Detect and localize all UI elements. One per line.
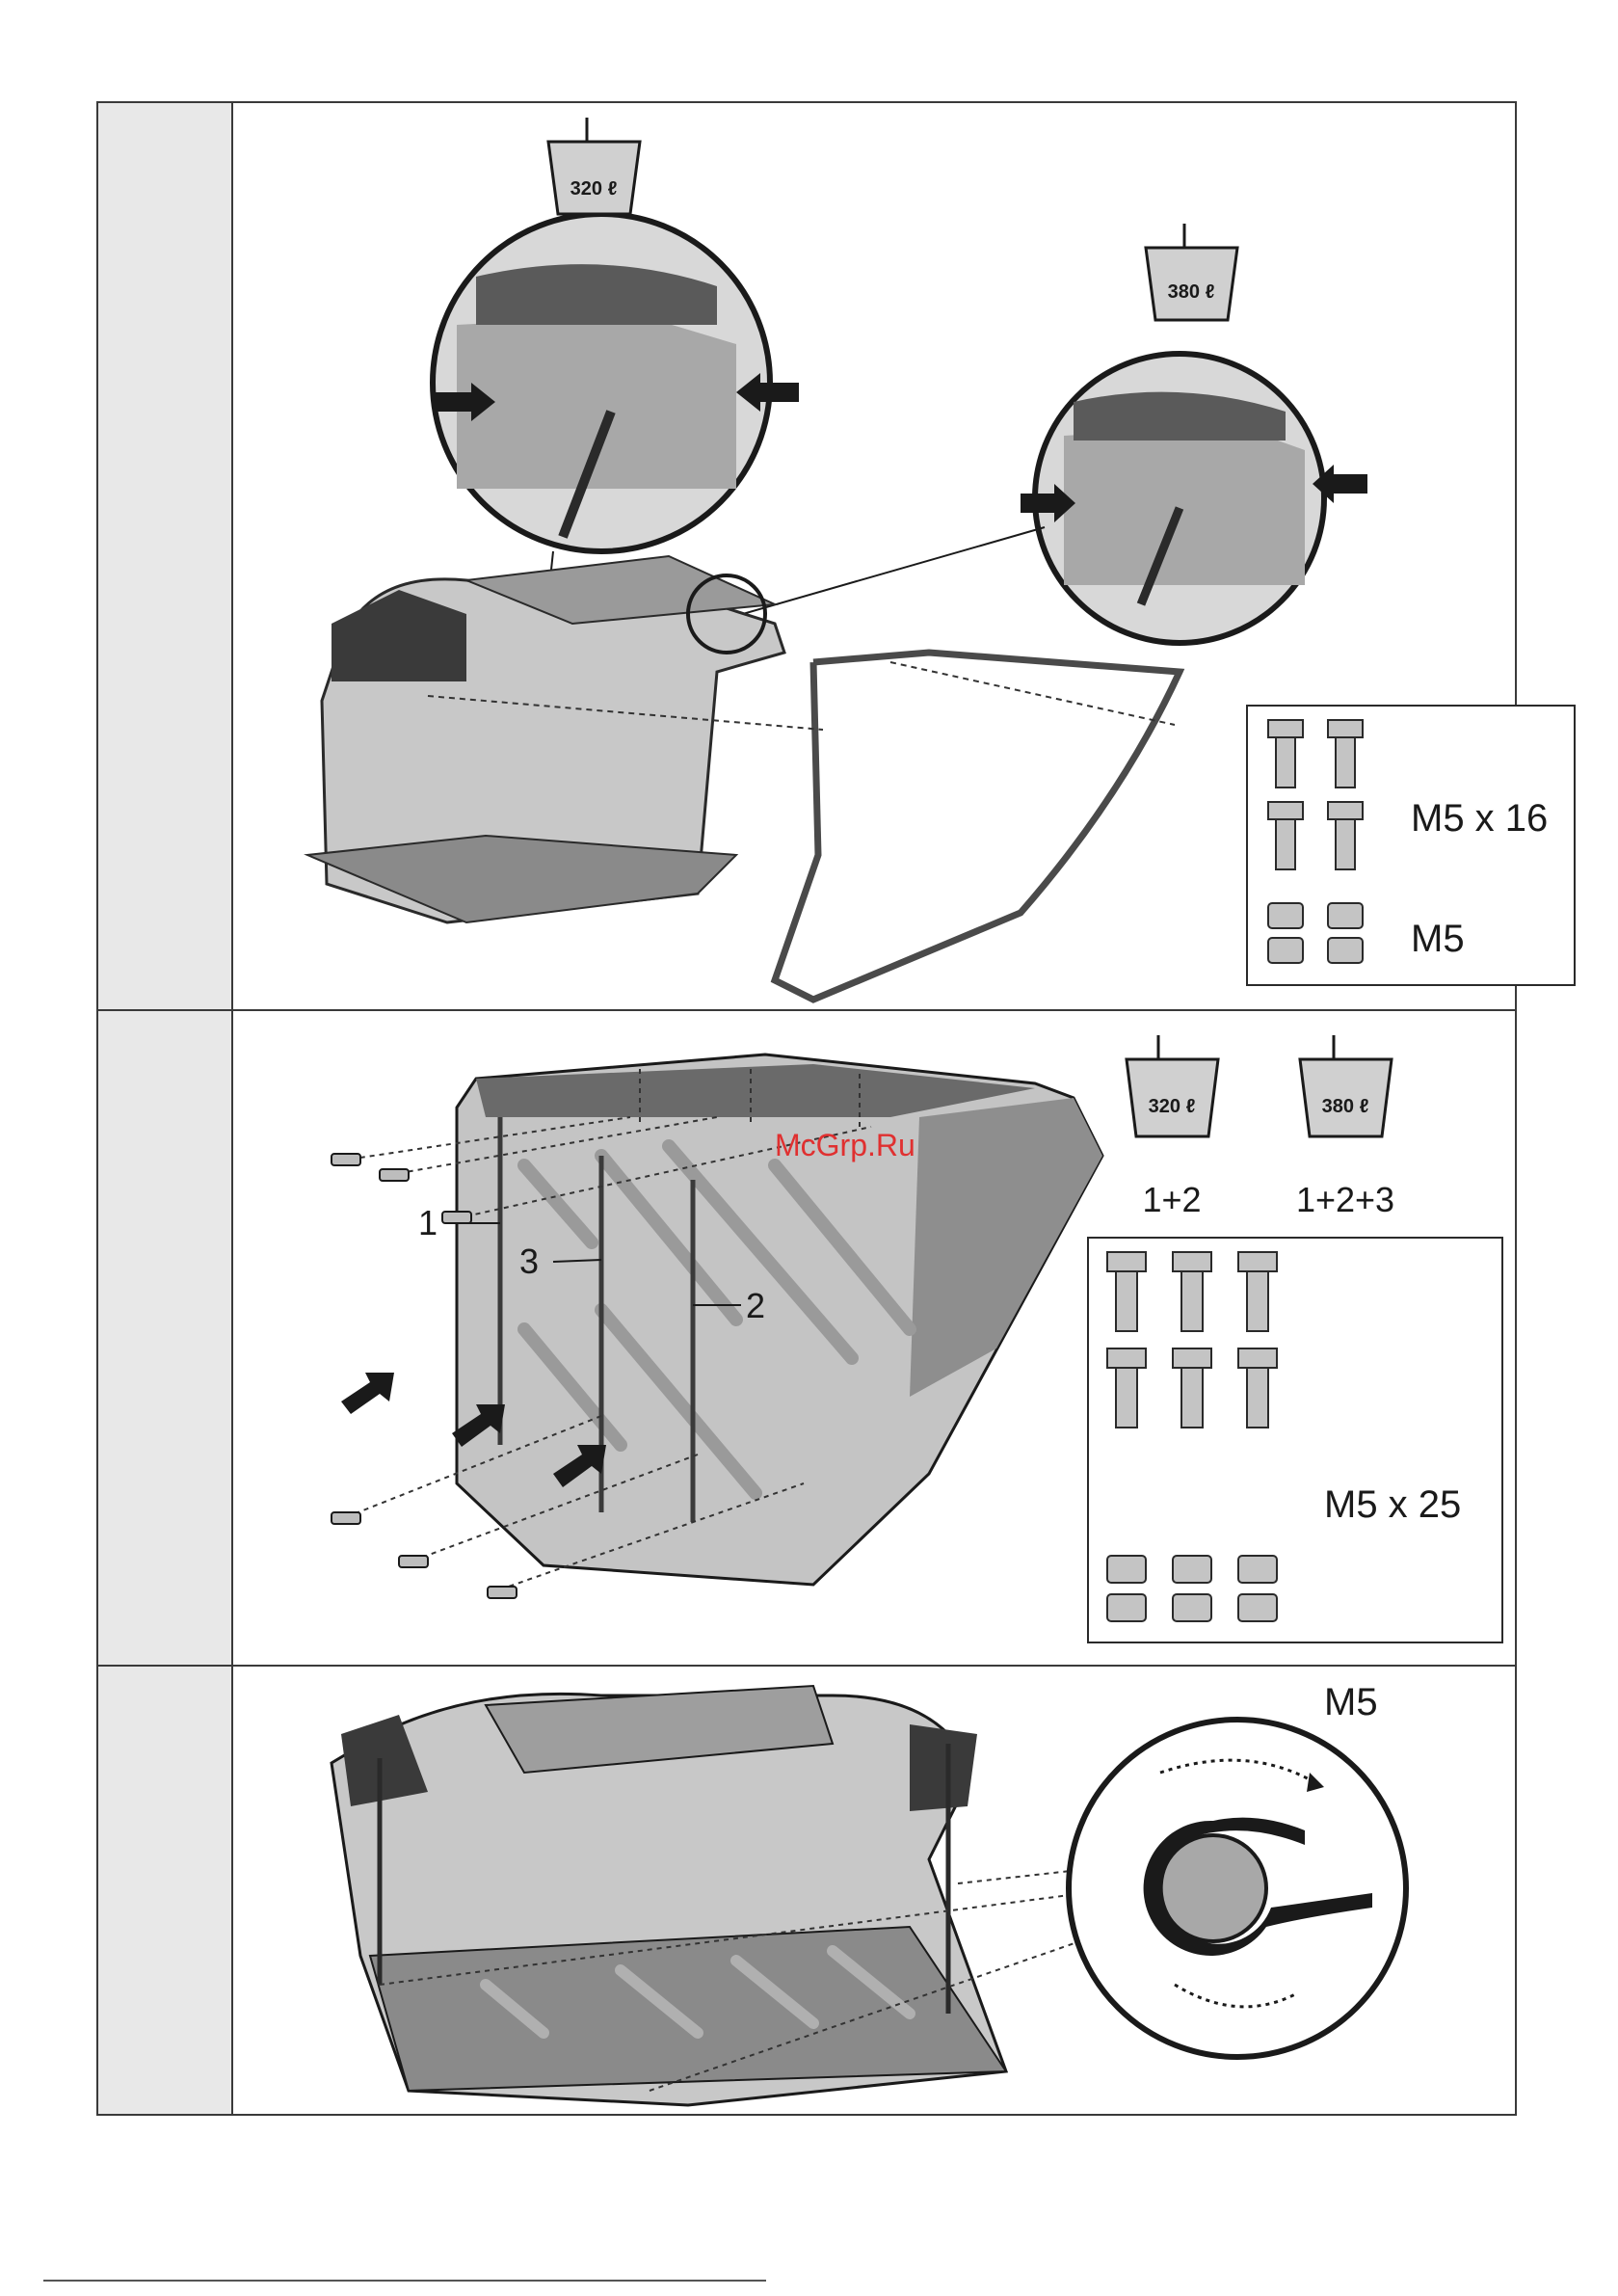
step-2-illustration xyxy=(235,1011,1517,1723)
callout-2: 2 xyxy=(746,1286,766,1325)
capacity-320-label: 320 ℓ xyxy=(570,178,618,200)
capacity-380-label: 380 ℓ xyxy=(1167,281,1215,303)
combo-380-label: 1+2+3 xyxy=(1295,1180,1395,1219)
grass-basket-illustration xyxy=(307,556,784,922)
nut-size-label: M5 xyxy=(1324,1681,1378,1723)
capacity-320-label: 320 ℓ xyxy=(1148,1096,1196,1117)
basket-380-icon xyxy=(1146,224,1237,320)
instruction-frame xyxy=(96,101,1549,2116)
step-1-illustration xyxy=(235,103,1549,1009)
step-3-panel xyxy=(235,1667,1515,2116)
callout-1: 1 xyxy=(418,1203,438,1242)
basket-380-icon xyxy=(1300,1035,1392,1136)
arrow-icon xyxy=(341,1373,394,1414)
capacity-380-label: 380 ℓ xyxy=(1321,1096,1369,1117)
combo-320-label: 1+2 xyxy=(1142,1180,1202,1219)
step-1-panel xyxy=(235,103,1549,1009)
bolt-size-label: M5 x 25 xyxy=(1324,1483,1462,1526)
callout-3: 3 xyxy=(519,1241,540,1281)
step-2-panel xyxy=(235,1011,1515,1723)
insert-path-dotted xyxy=(890,662,1175,725)
grass-basket-illustration xyxy=(332,1686,1006,2105)
basket-frame-rod xyxy=(775,653,1180,1000)
basket-320-icon xyxy=(548,118,640,214)
page-footer-rule xyxy=(43,2280,766,2282)
nut-size-label: M5 xyxy=(1411,918,1465,960)
zoom-frame-detail-380 xyxy=(1064,426,1305,585)
hardware-box-step2 xyxy=(1088,1238,1502,1642)
step-sidebar xyxy=(98,103,233,2114)
basket-320-icon xyxy=(1127,1035,1218,1136)
watermark-text: McGrp.Ru xyxy=(775,1128,915,1162)
bolt-size-label: M5 x 16 xyxy=(1411,797,1549,840)
zoom-frame-detail xyxy=(457,315,736,489)
step-3-illustration xyxy=(235,1667,1517,2116)
